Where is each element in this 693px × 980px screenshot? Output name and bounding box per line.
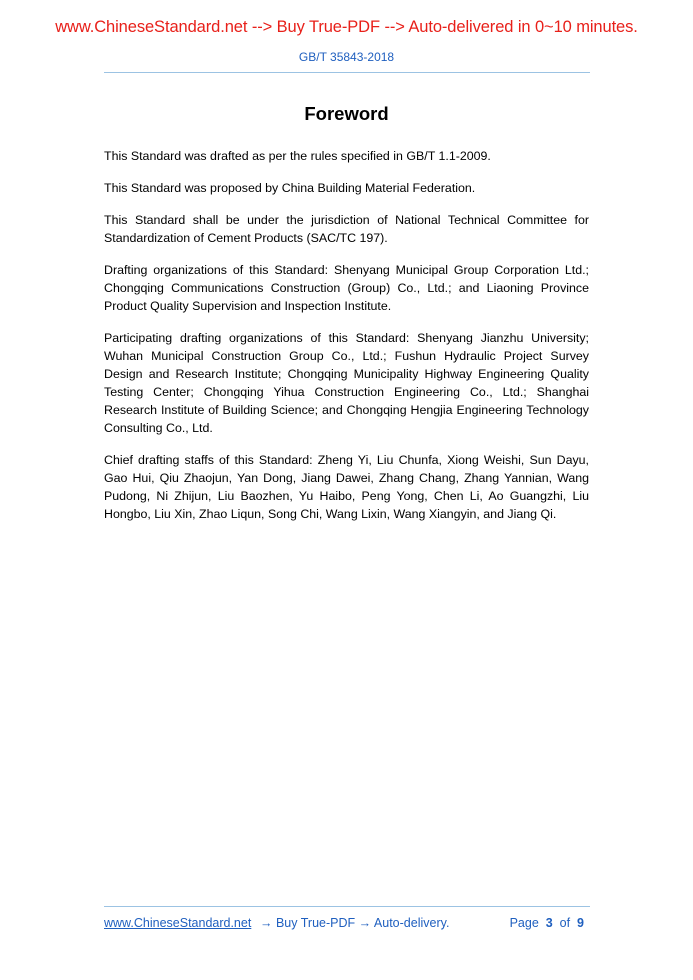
total-pages-number: 9 <box>577 916 584 930</box>
foreword-body <box>104 147 589 537</box>
paragraph-participating-organizations: Participating drafting organizations of this Standard: Shenyang Jianzhu University; Wuhan Municipal Construction Group Co., Ltd.; Fushun Hydraulic Project Survey Design and Research Institute; Chongqing Municipality Highway Engineering Quality Testing Center; Chongqing Yihua Construction Engineering Co., Ltd.; Shanghai Research Institute of Building Science; and Chongqing Hengjia Engineering Technology Consulting Co., Ltd. <box>104 331 589 435</box>
standard-code-header: GB/T 35843-2018 <box>298 50 395 64</box>
paragraph-proposed-by: This Standard was proposed by China Building Material Federation. <box>104 181 476 195</box>
of-label: of <box>559 916 571 930</box>
footer-divider <box>104 906 590 907</box>
top-promo-banner[interactable]: www.ChineseStandard.net --> Buy True-PDF --> Auto-delivered in 0~10 minutes. <box>55 18 638 36</box>
paragraph-drafting-rules: This Standard was drafted as per the rules specified in GB/T 1.1-2009. <box>104 149 491 163</box>
footer-delivery-text: → Buy True-PDF → Auto-delivery. <box>260 916 450 930</box>
header-divider <box>104 72 590 73</box>
current-page-number: 3 <box>545 916 553 930</box>
paragraph-jurisdiction: This Standard shall be under the jurisdiction of National Technical Committee for Standardization of Cement Products (SAC/TC 197). <box>104 213 589 245</box>
page-indicator <box>510 916 584 930</box>
paragraph-drafting-organizations: Drafting organizations of this Standard: Shenyang Municipal Group Corporation Ltd.; Chongqing Communications Construction (Group) Co., Ltd.; and Liaoning Province Product Quality Supervision and Inspection Institute. <box>104 263 589 313</box>
paragraph-chief-drafting-staffs: Chief drafting staffs of this Standard: Zheng Yi, Liu Chunfa, Xiong Weishi, Sun Dayu, Gao Hui, Qiu Zhaojun, Yan Dong, Jiang Dawei, Zhang Chang, Zhang Yannian, Wang Pudong, Ni Zhijun, Liu Baozhen, Yu Haibo, Peng Yong, Chen Li, Ao Guangzhi, Liu Hongbo, Liu Xin, Zhao Liqun, Song Chi, Wang Lixin, Wang Xiangyin, and Jiang Qi. <box>104 453 589 521</box>
footer-website-link[interactable]: www.ChineseStandard.net <box>104 916 252 930</box>
page-label: Page <box>509 916 539 930</box>
page-title: Foreword <box>304 103 389 124</box>
